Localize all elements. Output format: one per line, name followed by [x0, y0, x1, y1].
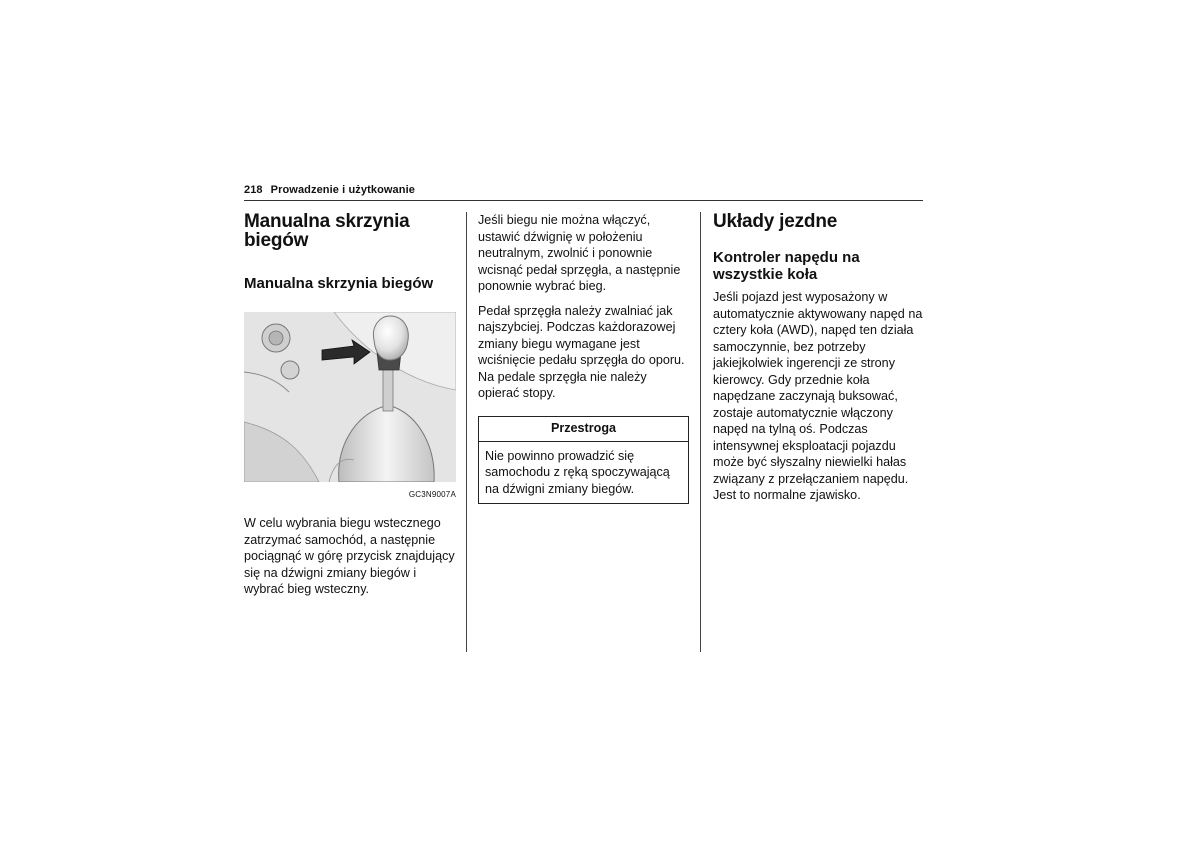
column-divider-2: [700, 212, 701, 652]
page-number: 218: [244, 184, 263, 196]
column-divider-1: [466, 212, 467, 652]
section-heading-drive-systems: Układy jezdne: [713, 211, 838, 232]
figure-code: GC3N9007A: [408, 490, 456, 499]
gear-lever-illustration: [244, 312, 456, 482]
gear-lever-figure: [244, 312, 456, 482]
caution-box: [478, 416, 689, 505]
awd-description-text: Jeśli pojazd jest wyposażony w automatycznie aktywowany napęd na cztery koła (AWD), napęd ten działa samoczynnie, bez potrzeby jakiejkolwiek ingerencji ze strony kierowcy. Gdy przednie koła napędzane zaczynają buksować, zostaje automatycznie włączony napęd na tylną oś. Podczas intensywnej eksploatacji pojazdu może być słyszalny niewielki hałas związany z przełączaniem napędu. Jest to normalne zjawisko.: [713, 290, 923, 502]
running-header: [244, 184, 923, 196]
caution-title: Przestroga: [479, 417, 688, 442]
subheading-manual-gearbox: Manualna skrzynia biegów: [244, 275, 434, 292]
header-rule: [244, 200, 923, 201]
reverse-gear-text: W celu wybrania biegu wstecznego zatrzymać samochód, a następnie pociągnąć w górę przycisk znajdujący się na dźwigni zmiany biegów i wybrać bieg wsteczny.: [244, 516, 455, 596]
subheading-awd-controller: Kontroler napędu na wszystkie koła: [713, 249, 860, 283]
caution-text: Nie powinno prowadzić się samochodu z ręką spoczywającą na dźwigni zmiany biegów.: [485, 448, 670, 496]
column-2: [478, 212, 690, 504]
section-title: Prowadzenie i użytkowanie: [270, 184, 415, 196]
clutch-pedal-text: Pedał sprzęgła należy zwalniać jak najszybciej. Podczas każdorazowej zmiany biegu wymagane jest wciśnięcie pedału sprzęgła do oporu. Na pedale sprzęgła nie należy opierać stopy.: [478, 303, 685, 400]
column-3: [713, 212, 923, 504]
section-heading-manual-gearbox: Manualna skrzynia biegów: [244, 211, 410, 251]
column-1: [244, 212, 456, 598]
gear-not-engaging-text: Jeśli biegu nie można włączyć, ustawić dźwignię w położeniu neutralnym, zwolnić i ponownie wcisnąć pedał sprzęgła, a następnie ponownie wybrać bieg.: [478, 213, 681, 293]
